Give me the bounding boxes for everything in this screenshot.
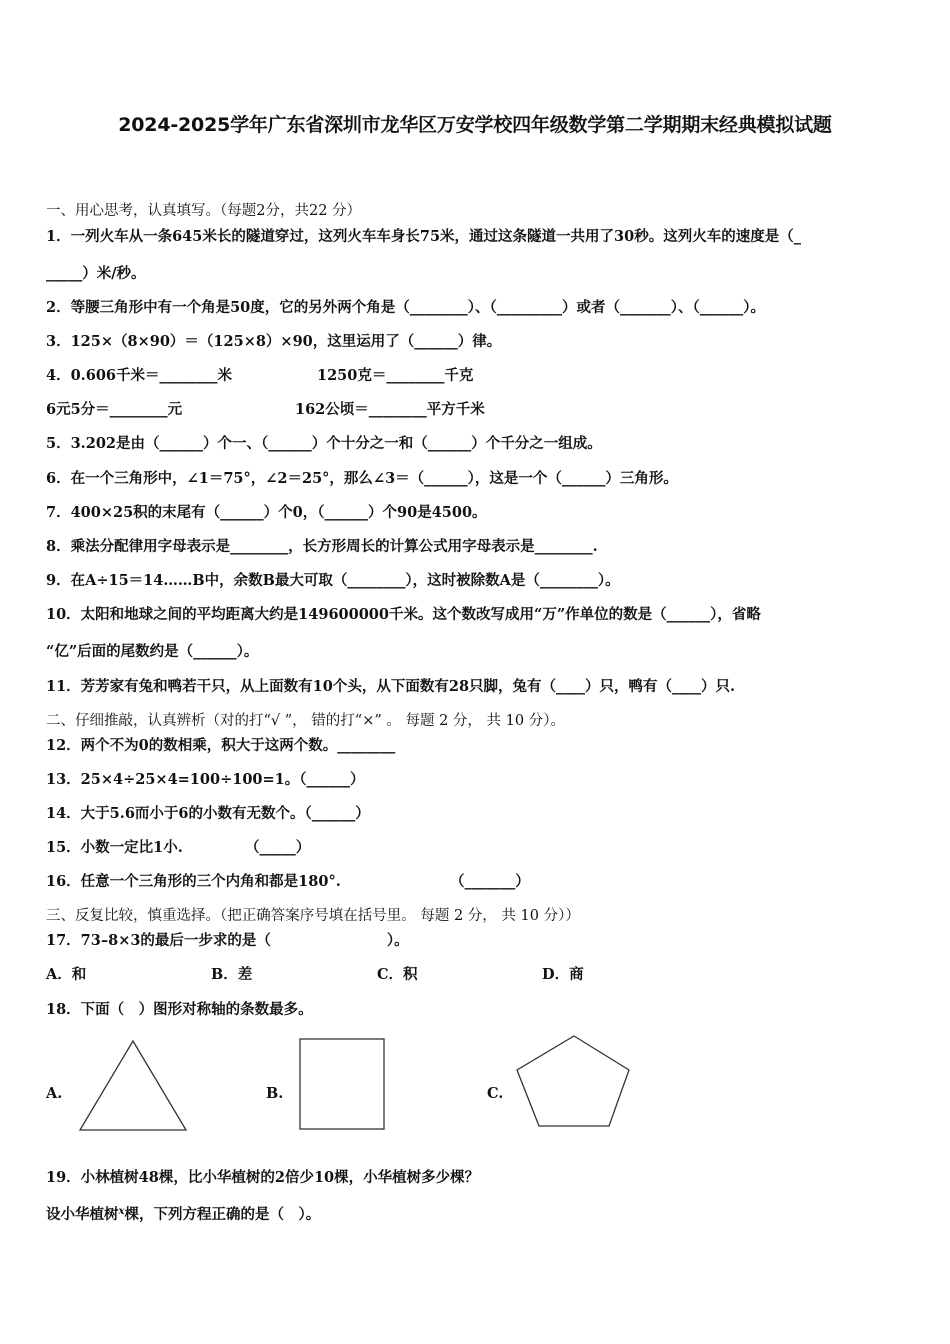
- q17-option-d: D．商: [542, 966, 584, 983]
- question-5: 5．3.202是由（______）个一、（______）个十分之一和（______）个千分之一组成。: [46, 435, 602, 452]
- question-17: 17．73–8×3的最后一步求的是（ ）。: [46, 932, 409, 949]
- question-14: 14．大于5.6而小于6的小数有无数个。（______）: [46, 805, 370, 822]
- question-3: 3．125×（8×90）＝（125×8）×90，这里运用了（______）律。: [46, 333, 502, 350]
- q17-option-a: A．和: [46, 966, 87, 983]
- q17-option-c: C．积: [377, 966, 418, 983]
- question-16-answer-blank: （_______）: [450, 873, 530, 890]
- question-13: 13．25×4÷25×4=100÷100=1。（______）: [46, 771, 365, 788]
- square-figure: [297, 1036, 387, 1132]
- question-6: 6．在一个三角形中，∠1＝75°，∠2＝25°，那么∠3＝（______），这是一个（______）三角形。: [46, 470, 678, 487]
- question-12: 12．两个不为0的数相乘，积大于这两个数。________: [46, 737, 396, 754]
- question-11: 11．芳芳家有兔和鸭若干只，从上面数有10个头，从下面数有28只脚，兔有（____）只，鸭有（____）只.: [46, 678, 736, 695]
- pentagon-figure: [513, 1032, 633, 1132]
- question-15-answer-blank: （_____）: [245, 839, 311, 856]
- triangle-shape: [80, 1041, 186, 1130]
- q18-label-c: C.: [487, 1085, 504, 1102]
- page-title: 2024-2025学年广东省深圳市龙华区万安学校四年级数学第二学期期末经典模拟试题: [118, 114, 832, 136]
- question-19-line-1: 19．小林植树48棵，比小华植树的2倍少10棵，小华植树多少棵？: [46, 1169, 480, 1186]
- question-1-line-1: 1．一列火车从一条645米长的隧道穿过，这列火车车身长75米，通过这条隧道一共用了30秒。这列火车的速度是（_: [46, 228, 801, 245]
- q18-label-a: A.: [46, 1085, 63, 1102]
- section-2-header: 二、仔细推敲，认真辨析（对的打“√ ”， 错的打“×” 。 每题 2 分， 共 10 分）。: [46, 713, 565, 729]
- question-9: 9．在A÷15＝14……B中，余数B最大可取（________），这时被除数A是（________）。: [46, 572, 620, 589]
- question-2: 2．等腰三角形中有一个角是50度，它的另外两个角是（________）、（_________）或者（_______）、（______）。: [46, 299, 766, 316]
- q18-label-b: B.: [266, 1085, 284, 1102]
- question-10-line-1: 10．太阳和地球之间的平均距离大约是149600000千米。这个数改写成用“万”作单位的数是（______），省略: [46, 606, 761, 623]
- pentagon-shape: [517, 1036, 629, 1126]
- question-10-line-2: “亿”后面的尾数约是（______）。: [46, 643, 259, 660]
- question-1-line-2: _____）米/秒。: [46, 265, 146, 282]
- q17-option-b: B．差: [211, 966, 253, 983]
- question-18: 18．下面（ ）图形对称轴的条数最多。: [46, 1001, 313, 1018]
- q19-text-pre: 设小华植树: [46, 1206, 119, 1223]
- question-4-part-a: 4．0.606千米＝________米: [46, 367, 232, 384]
- question-4-part-b: 1250克＝________千克: [317, 367, 474, 384]
- section-3-header: 三、反复比较，慎重选择。（把正确答案序号填在括号里。 每题 2 分， 共 10 分））: [46, 908, 580, 924]
- q19-variable-x: x: [118, 1206, 125, 1217]
- question-4-part-c: 6元5分＝________元: [46, 401, 183, 418]
- question-16: 16．任意一个三角形的三个内角和都是180°.: [46, 873, 341, 890]
- square-shape: [300, 1039, 384, 1129]
- q19-text-post: 棵，下列方程正确的是（ ）。: [124, 1206, 321, 1223]
- triangle-figure: [76, 1038, 190, 1134]
- question-8: 8．乘法分配律用字母表示是________，长方形周长的计算公式用字母表示是________.: [46, 538, 598, 555]
- question-15: 15．小数一定比1小.: [46, 839, 183, 856]
- question-19-line-2: [46, 1202, 320, 1225]
- section-1-header: 一、用心思考，认真填写。（每题2分，共22 分）: [46, 203, 362, 219]
- question-7: 7．400×25积的末尾有（______）个0，（______）个90是4500。: [46, 504, 487, 521]
- question-4-part-d: 162公顷＝________平方千米: [295, 401, 485, 418]
